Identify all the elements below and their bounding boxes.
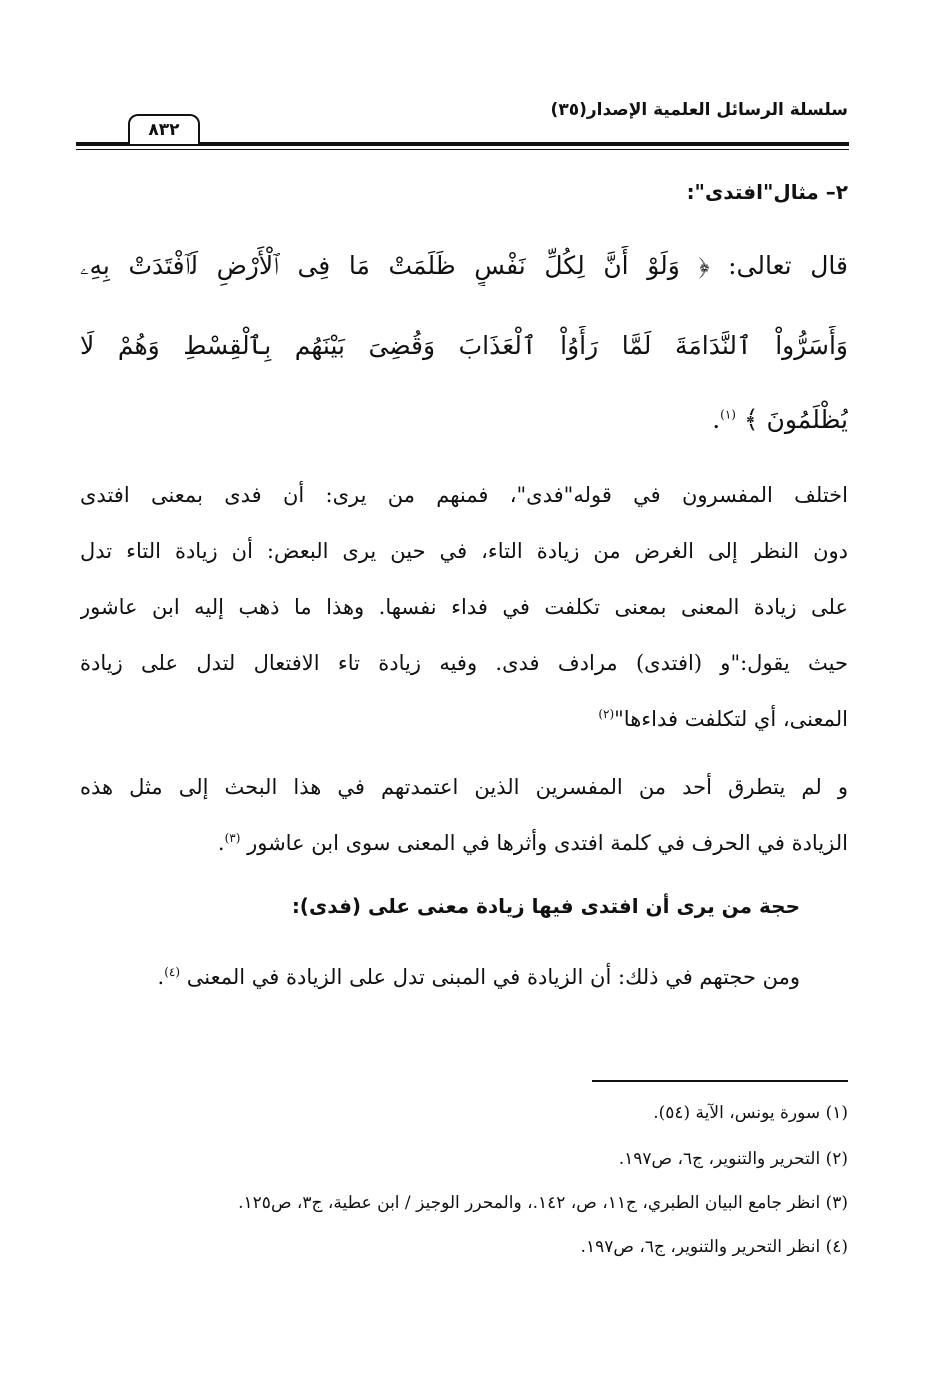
para1-line-1: اختلف المفسرون في قوله"فدى"، فمنهم من يرى: أن فدى بمعنى افتدى	[80, 483, 848, 507]
verse-line-1: قال تعالى: ﴿ وَلَوْ أَنَّ لِكُلِّ نَفْسٍ ظَلَمَتْ مَا فِى ٱلْأَرْضِ لَٱفْتَدَتْ بِهِۦ	[80, 251, 848, 280]
para1-line-5-text: المعنى، أي لتكلفت فداءها"	[614, 707, 848, 731]
para2-footnote-ref: (٣)	[224, 831, 241, 845]
verse-line-3-text: يُظْلَمُونَ ﴾	[743, 405, 848, 434]
footnote-4: (٤) انظر التحرير والتنوير، ج٦، ص١٩٧.	[580, 1237, 848, 1257]
para1-footnote-ref: (٢)	[598, 707, 615, 721]
footnote-3: (٣) انظر جامع البيان الطبري، ج١١، ص، ١٤٢.، والمحرر الوجيز / ابن عطية، ج٣، ص١٢٥.	[238, 1193, 848, 1213]
verse-line-3: يُظْلَمُونَ ﴾ $^{(١)}$.	[712, 405, 848, 434]
page-number: ٨٣٢	[128, 114, 200, 144]
para3-text: ومن حجتهم في ذلك: أن الزيادة في المبنى تدل على الزيادة في المعنى	[186, 965, 800, 989]
footnote-separator	[592, 1080, 848, 1082]
para2-line-1: و لم يتطرق أحد من المفسرين الذين اعتمدتهم في هذا البحث إلى مثل هذه	[80, 775, 848, 799]
footnote-1: (١) سورة يونس، الآية (٥٤).	[653, 1103, 848, 1123]
para2-line-2: الزيادة في الحرف في كلمة افتدى وأثرها في المعنى سوى ابن عاشور $^{(٣)}$.	[217, 831, 848, 855]
footnote-2: (٢) التحرير والتنوير، ج٦، ص١٩٧.	[618, 1149, 848, 1169]
para2-line-2-text: الزيادة في الحرف في كلمة افتدى وأثرها في المعنى سوى ابن عاشور	[247, 831, 848, 855]
para1-line-2: دون النظر إلى الغرض من زيادة التاء، في حين يرى البعض: أن زيادة التاء تدل	[80, 539, 848, 563]
verse-line-2: وَأَسَرُّواْ ٱلنَّدَامَةَ لَمَّا رَأَوُاْ ٱلْعَذَابَ وَقُضِىَ بَيْنَهُم بِٱلْقِسْطِ وَهُمْ لَا	[80, 331, 848, 360]
para1-line-3: على زيادة المعنى بمعنى تكلفت في فداء نفسها. وهذا ما ذهب إليه ابن عاشور	[80, 595, 848, 619]
header-rule-thin	[76, 149, 849, 150]
para1-line-5	[80, 702, 848, 736]
para3-footnote-ref: (٤)	[164, 965, 181, 979]
argument-subheading: حجة من يرى أن افتدى فيها زيادة معنى على (فدى):	[291, 894, 800, 918]
para3-line: ومن حجتهم في ذلك: أن الزيادة في المبنى تدل على الزيادة في المعنى $^{(٤)}$.	[157, 965, 800, 989]
section-heading: ٢– مثال"افتدى":	[686, 180, 848, 204]
series-title: سلسلة الرسائل العلمية الإصدار(٣٥)	[550, 100, 848, 120]
verse-footnote-ref: (١)	[720, 407, 736, 422]
para1-line-4: حيث يقول:"و (افتدى) مرادف فدى. وفيه زيادة تاء الافتعال لتدل على زيادة	[80, 651, 848, 675]
